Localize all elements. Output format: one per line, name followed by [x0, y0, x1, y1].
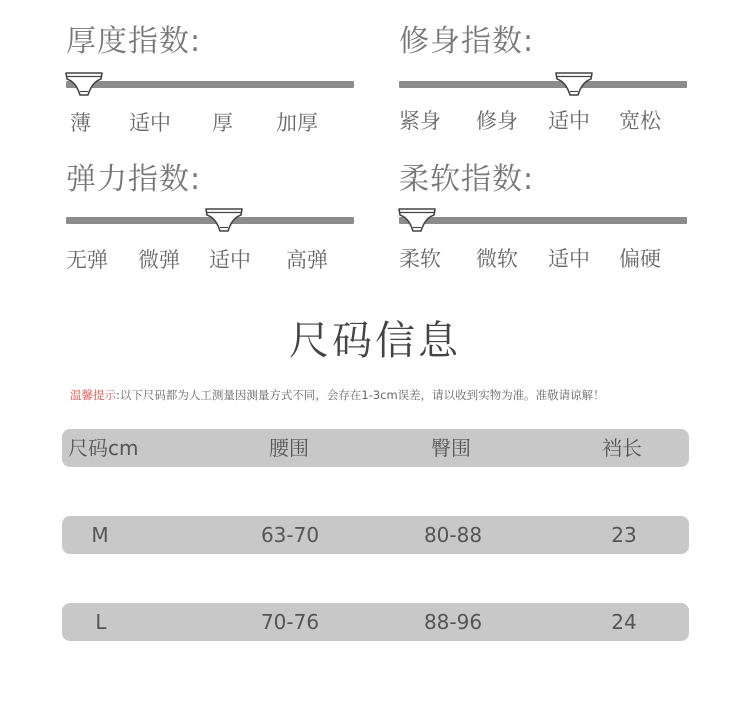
- thickness-level-medium: 适中: [129, 111, 171, 135]
- fit-level-loose: 宽松: [619, 109, 661, 133]
- underwear-marker-icon: [397, 205, 437, 235]
- fit-level-slim: 修身: [476, 109, 518, 133]
- header-size: 尺码cm: [68, 436, 139, 460]
- notice-text: :以下尺码都为人工测量因测量方式不同，会存在1-3cm误差，请以收到实物为准。准敬请谅解！: [116, 388, 605, 402]
- row-waist: 63-70: [260, 523, 320, 547]
- header-hip: 臀围: [431, 436, 471, 460]
- elasticity-index-title: 弹力指数:: [66, 162, 202, 197]
- thickness-level-extra-thick: 加厚: [276, 111, 318, 135]
- softness-index: [399, 160, 689, 280]
- underwear-marker-icon: [204, 205, 244, 235]
- thickness-index-title: 厚度指数:: [66, 24, 202, 59]
- row-crotch: 24: [611, 610, 637, 634]
- row-hip: 80-88: [423, 523, 483, 547]
- row-size: L: [95, 610, 107, 634]
- fit-level-medium: 适中: [548, 109, 590, 133]
- row-hip: 88-96: [423, 610, 483, 634]
- size-info-title: 尺码信息: [289, 318, 461, 364]
- size-notice: [70, 386, 605, 404]
- thickness-index: [66, 22, 356, 142]
- table-row: [62, 603, 689, 641]
- softness-level-firm: 偏硬: [619, 247, 661, 271]
- elasticity-level-slight: 微弹: [138, 248, 180, 272]
- elasticity-level-medium: 适中: [209, 248, 251, 272]
- softness-index-track: [399, 217, 687, 224]
- thickness-level-thick: 厚: [212, 111, 233, 135]
- fit-index: [399, 22, 689, 142]
- softness-level-medium: 适中: [548, 247, 590, 271]
- elasticity-level-high: 高弹: [286, 248, 328, 272]
- fit-index-track: [399, 81, 687, 88]
- size-table-header: [62, 429, 689, 467]
- header-waist: 腰围: [269, 436, 309, 460]
- underwear-marker-icon: [64, 69, 104, 99]
- table-row: [62, 516, 689, 554]
- elasticity-index: [66, 160, 356, 280]
- row-size: M: [91, 523, 109, 547]
- notice-prefix: 温馨提示: [70, 388, 116, 402]
- softness-level-soft: 柔软: [399, 247, 441, 271]
- row-waist: 70-76: [260, 610, 320, 634]
- elasticity-level-none: 无弹: [66, 248, 108, 272]
- thickness-index-track: [66, 81, 354, 88]
- row-crotch: 23: [611, 523, 637, 547]
- thickness-level-thin: 薄: [70, 111, 91, 135]
- fit-index-title: 修身指数:: [399, 24, 535, 59]
- underwear-marker-icon: [554, 69, 594, 99]
- softness-level-slightly-soft: 微软: [476, 247, 518, 271]
- header-crotch: 裆长: [602, 436, 642, 460]
- softness-index-title: 柔软指数:: [399, 162, 535, 197]
- fit-level-tight: 紧身: [399, 109, 441, 133]
